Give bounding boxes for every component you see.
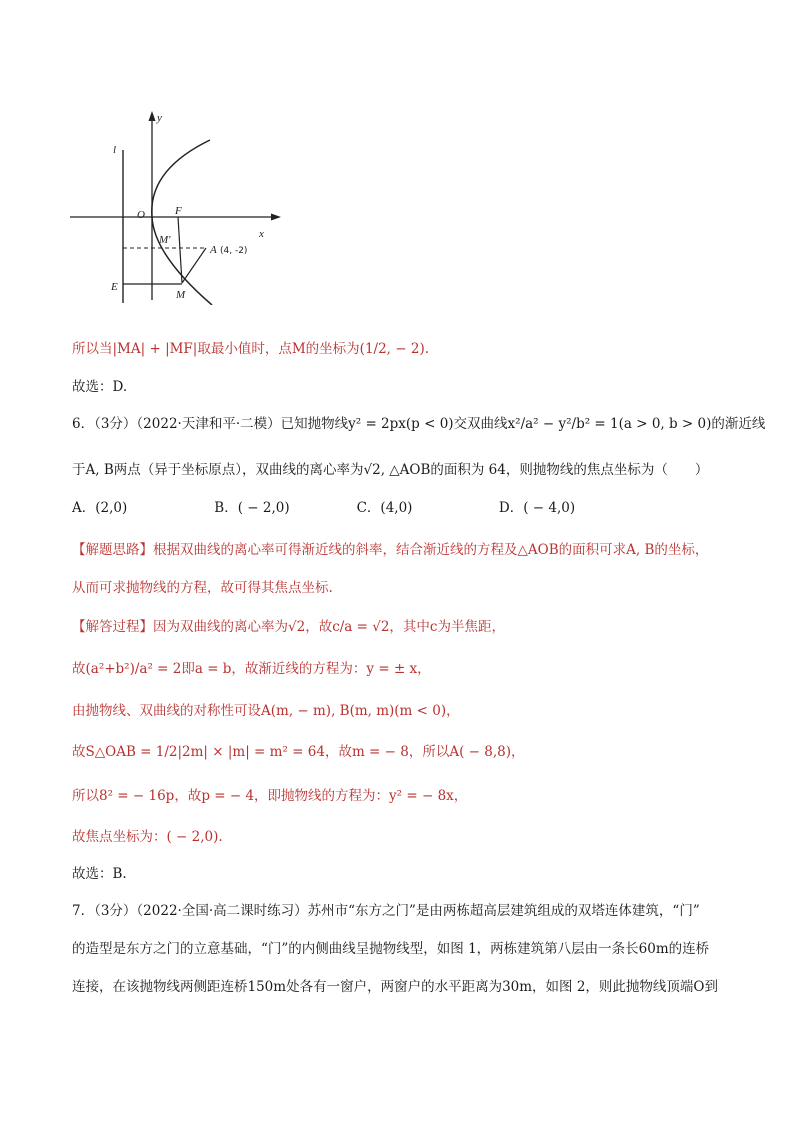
q7-line2: 的造型是东方之门的立意基础，“门”的内侧曲线呈抛物线型，如图 1，两栋建筑第八层由一条长60m的连桥 xyxy=(72,941,710,957)
q6-stem-line2: 于A, B两点（异于坐标原点），双曲线的离心率为√2, △AOB的面积为 64，则抛物线的焦点坐标为（ ） xyxy=(72,462,709,478)
q6-process-1: 【解答过程】因为双曲线的离心率为√2，故c/a = √2，其中c为半焦距， xyxy=(72,619,505,635)
label-m: M xyxy=(176,289,186,301)
q6-options xyxy=(72,498,744,518)
q6-process-2: 故(a²+b²)/a² = 2即a = b，故渐近线的方程为：y = ± x， xyxy=(72,661,431,677)
label-a: A xyxy=(210,244,217,256)
q5-answer: 故选：D. xyxy=(72,379,128,395)
label-f: F xyxy=(175,205,182,217)
q6-idea-line1: 【解题思路】根据双曲线的离心率可得渐近线的斜率，结合渐近线的方程及△AOB的面积可求A, B的坐标， xyxy=(72,542,709,558)
x-axis-arrow xyxy=(271,214,281,221)
label-y: y xyxy=(157,112,162,124)
label-e: E xyxy=(111,281,118,293)
label-a-coords: (4, -2) xyxy=(220,246,248,256)
q6-process-6: 故焦点坐标为：( − 2,0). xyxy=(72,829,223,845)
label-x: x xyxy=(259,228,264,240)
q7-line3: 连接，在该抛物线两侧距连桥150m处各有一窗户，两窗户的水平距离为30m，如图 2，则此抛物线顶端O到 xyxy=(72,979,718,995)
q6-process-5: 所以8² = − 16p，故p = − 4，即抛物线的方程为：y² = − 8x， xyxy=(72,788,468,804)
option-c: C．(4,0) xyxy=(356,500,413,516)
ma-segment xyxy=(182,248,206,283)
option-b: B．( − 2,0) xyxy=(214,500,290,516)
y-axis-arrow xyxy=(149,111,156,121)
q6-answer: 故选：B. xyxy=(72,866,127,882)
q6-stem-line1: 6．（3分）（2022·天津和平·二模）已知抛物线y² = 2px(p < 0)交双曲线x²/a² − y²/b² = 1(a > 0, b > 0)的渐近线 xyxy=(72,416,766,432)
q5-conclusion: 所以当|MA| + |MF|取最小值时，点M的坐标为(1/2, − 2). xyxy=(72,341,429,357)
q6-process-3: 由抛物线、双曲线的对称性可设A(m, − m), B(m, m)(m < 0)， xyxy=(72,703,460,719)
parabola-diagram xyxy=(68,105,288,305)
option-a: A．(2,0) xyxy=(72,500,128,516)
option-d: D．( − 4,0) xyxy=(498,500,576,516)
label-l: l xyxy=(113,144,117,156)
q6-process-4: 故S△OAB = 1/2|2m| × |m| = m² = 64，故m = − 8，所以A( − 8,8)， xyxy=(72,744,525,760)
label-m-prime: M' xyxy=(159,234,171,246)
q7-line1: 7．（3分）（2022·全国·高二课时练习）苏州市“东方之门”是由两栋超高层建筑组成的双塔连体建筑，“门” xyxy=(72,903,700,919)
label-o: O xyxy=(137,209,145,221)
parabola-figure xyxy=(68,105,288,305)
q6-idea-line2: 从而可求抛物线的方程，故可得其焦点坐标. xyxy=(72,580,333,596)
